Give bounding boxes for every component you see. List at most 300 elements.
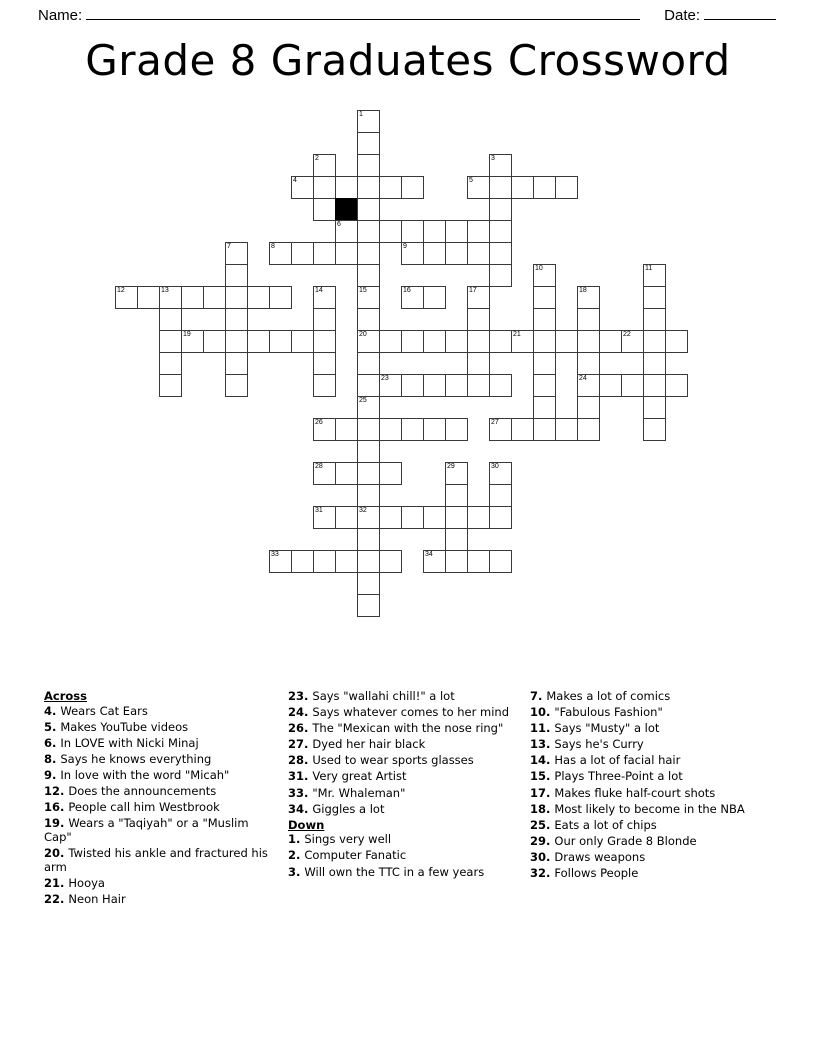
grid-cell[interactable] bbox=[357, 440, 380, 463]
grid-cell[interactable] bbox=[423, 550, 446, 573]
clue-item bbox=[288, 754, 516, 768]
grid-cell[interactable] bbox=[489, 220, 512, 243]
grid-cell[interactable] bbox=[643, 308, 666, 331]
clue-text: Eats a lot of chips bbox=[554, 817, 657, 832]
clues-column-1 bbox=[44, 690, 272, 909]
grid-cell[interactable] bbox=[423, 242, 446, 265]
clue-number: 2. bbox=[288, 848, 305, 863]
grid-cell[interactable] bbox=[577, 418, 600, 441]
grid-cell[interactable] bbox=[335, 176, 358, 199]
grid-cell-number: 16 bbox=[403, 287, 411, 294]
grid-cell[interactable] bbox=[313, 308, 336, 331]
clue-item bbox=[530, 722, 770, 736]
clue-item bbox=[44, 893, 272, 907]
grid-cell[interactable] bbox=[225, 286, 248, 309]
grid-cell-number: 12 bbox=[117, 287, 125, 294]
grid-cell[interactable] bbox=[379, 176, 402, 199]
grid-cell[interactable] bbox=[269, 330, 292, 353]
grid-cell[interactable] bbox=[423, 506, 446, 529]
grid-cell[interactable] bbox=[467, 374, 490, 397]
grid-cell[interactable] bbox=[489, 506, 512, 529]
grid-cell[interactable] bbox=[467, 550, 490, 573]
clues-column-3 bbox=[530, 690, 770, 883]
clue-number: 29. bbox=[530, 833, 555, 848]
grid-cell[interactable] bbox=[181, 330, 204, 353]
grid-cell[interactable] bbox=[357, 286, 380, 309]
clue-item bbox=[530, 754, 770, 768]
grid-cell[interactable] bbox=[577, 396, 600, 419]
grid-cell[interactable] bbox=[533, 330, 556, 353]
grid-cell[interactable] bbox=[313, 176, 336, 199]
clue-number: 21. bbox=[44, 875, 69, 890]
clue-item bbox=[44, 817, 272, 844]
grid-cell[interactable] bbox=[489, 550, 512, 573]
clue-text: Computer Fanatic bbox=[304, 848, 407, 863]
grid-cell[interactable] bbox=[247, 286, 270, 309]
clue-number: 31. bbox=[288, 769, 313, 784]
clue-number: 22. bbox=[44, 891, 69, 906]
grid-cell[interactable] bbox=[401, 506, 424, 529]
grid-cell-number: 4 bbox=[293, 177, 297, 184]
grid-cell[interactable] bbox=[423, 286, 446, 309]
grid-cell-number: 6 bbox=[337, 221, 341, 228]
grid-cell[interactable] bbox=[379, 418, 402, 441]
grid-cell[interactable] bbox=[467, 308, 490, 331]
clue-text: Draws weapons bbox=[554, 849, 646, 864]
clue-text: Makes a lot of comics bbox=[546, 689, 671, 703]
down-heading: Down bbox=[288, 817, 325, 832]
grid-cell[interactable] bbox=[291, 242, 314, 265]
grid-cell[interactable] bbox=[643, 330, 666, 353]
grid-cell[interactable] bbox=[269, 550, 292, 573]
down-clue-list-part1 bbox=[288, 833, 516, 879]
clues-column-2 bbox=[288, 690, 516, 882]
grid-cell[interactable] bbox=[159, 330, 182, 353]
grid-cell[interactable] bbox=[467, 330, 490, 353]
grid-cell[interactable] bbox=[599, 330, 622, 353]
grid-cell[interactable] bbox=[489, 198, 512, 221]
grid-cell[interactable] bbox=[445, 550, 468, 573]
grid-cell[interactable] bbox=[313, 506, 336, 529]
grid-cell[interactable] bbox=[269, 242, 292, 265]
grid-cell[interactable] bbox=[555, 418, 578, 441]
grid-cell-number: 23 bbox=[381, 375, 389, 382]
grid-cell[interactable] bbox=[577, 374, 600, 397]
clue-text: Does the announcements bbox=[68, 784, 217, 799]
date-label: Date: bbox=[664, 7, 700, 24]
grid-cell[interactable] bbox=[489, 176, 512, 199]
clue-item bbox=[288, 738, 516, 752]
grid-cell[interactable] bbox=[203, 330, 226, 353]
grid-cell[interactable] bbox=[137, 286, 160, 309]
clue-number: 20. bbox=[44, 845, 69, 860]
grid-cell[interactable] bbox=[533, 308, 556, 331]
grid-cell[interactable] bbox=[643, 374, 666, 397]
page-title: Grade 8 Graduates Crossword bbox=[85, 36, 731, 85]
grid-cell[interactable] bbox=[511, 418, 534, 441]
across-heading: Across bbox=[44, 689, 87, 703]
grid-cell-number: 1 bbox=[359, 111, 363, 118]
grid-cell-number: 10 bbox=[535, 265, 543, 272]
grid-cell[interactable] bbox=[313, 154, 336, 177]
grid-cell[interactable] bbox=[313, 418, 336, 441]
clue-text: Follows People bbox=[554, 866, 639, 881]
grid-cell[interactable] bbox=[621, 374, 644, 397]
clue-number: 19. bbox=[44, 816, 69, 831]
grid-cell[interactable] bbox=[357, 374, 380, 397]
clue-number: 9. bbox=[44, 767, 61, 782]
grid-cell[interactable] bbox=[533, 352, 556, 375]
clue-text: Wears a "Taqiyah" or a "Muslim Cap" bbox=[44, 816, 249, 844]
grid-cell[interactable] bbox=[379, 550, 402, 573]
grid-cell[interactable] bbox=[379, 220, 402, 243]
grid-cell[interactable] bbox=[357, 110, 380, 133]
clue-number: 25. bbox=[530, 817, 555, 832]
grid-cell[interactable] bbox=[379, 374, 402, 397]
clue-number: 15. bbox=[530, 769, 555, 784]
grid-cell[interactable] bbox=[335, 462, 358, 485]
grid-cell[interactable] bbox=[533, 264, 556, 287]
grid-cell[interactable] bbox=[533, 418, 556, 441]
grid-cell[interactable] bbox=[555, 330, 578, 353]
clue-number: 32. bbox=[530, 866, 555, 881]
clue-item bbox=[44, 737, 272, 751]
clue-number: 33. bbox=[288, 785, 313, 800]
grid-cell[interactable] bbox=[445, 528, 468, 551]
down-clue-list-part2 bbox=[530, 690, 770, 881]
grid-cell[interactable] bbox=[467, 176, 490, 199]
grid-cell[interactable] bbox=[357, 154, 380, 177]
clue-number: 16. bbox=[44, 800, 69, 815]
grid-cell-number: 11 bbox=[645, 265, 653, 272]
grid-cell[interactable] bbox=[313, 242, 336, 265]
grid-cell-number: 18 bbox=[579, 287, 587, 294]
grid-cell-number: 2 bbox=[315, 155, 319, 162]
grid-cell[interactable] bbox=[357, 484, 380, 507]
grid-cell[interactable] bbox=[445, 374, 468, 397]
clue-text: Hooya bbox=[68, 875, 105, 890]
grid-cell[interactable] bbox=[291, 550, 314, 573]
grid-cell[interactable] bbox=[291, 330, 314, 353]
grid-cell[interactable] bbox=[599, 374, 622, 397]
grid-cell[interactable] bbox=[313, 550, 336, 573]
grid-cell[interactable] bbox=[159, 286, 182, 309]
grid-cell[interactable] bbox=[225, 352, 248, 375]
grid-cell-number: 20 bbox=[359, 331, 367, 338]
clue-text: Says he's Curry bbox=[554, 737, 644, 752]
clue-number: 23. bbox=[288, 689, 313, 703]
grid-cell[interactable] bbox=[225, 374, 248, 397]
grid-cell-number: 14 bbox=[315, 287, 323, 294]
clue-item bbox=[44, 877, 272, 891]
grid-cell[interactable] bbox=[533, 286, 556, 309]
grid-cell[interactable] bbox=[357, 330, 380, 353]
grid-cell[interactable] bbox=[489, 154, 512, 177]
grid-cell[interactable] bbox=[291, 176, 314, 199]
grid-cell[interactable] bbox=[357, 396, 380, 419]
name-write-line[interactable] bbox=[86, 6, 640, 20]
crossword-grid-container bbox=[0, 104, 816, 614]
grid-cell[interactable] bbox=[357, 198, 380, 221]
clue-item bbox=[44, 769, 272, 783]
grid-cell[interactable] bbox=[357, 132, 380, 155]
grid-cell-number: 8 bbox=[271, 243, 275, 250]
clue-item bbox=[530, 787, 770, 801]
clue-item bbox=[530, 803, 770, 817]
clue-number: 18. bbox=[530, 801, 555, 816]
clue-item bbox=[288, 866, 516, 880]
grid-cell[interactable] bbox=[401, 374, 424, 397]
clue-number: 4. bbox=[44, 703, 61, 718]
grid-cell[interactable] bbox=[533, 176, 556, 199]
clue-item bbox=[288, 722, 516, 736]
grid-cell[interactable] bbox=[335, 418, 358, 441]
clue-item bbox=[530, 851, 770, 865]
clue-text: Dyed her hair black bbox=[312, 737, 426, 752]
clue-item bbox=[288, 833, 516, 847]
grid-cell[interactable] bbox=[357, 550, 380, 573]
grid-cell[interactable] bbox=[313, 352, 336, 375]
grid-cell[interactable] bbox=[401, 330, 424, 353]
grid-cell[interactable] bbox=[159, 308, 182, 331]
clue-text: Sings very well bbox=[304, 832, 392, 847]
grid-cell[interactable] bbox=[423, 374, 446, 397]
grid-cell[interactable] bbox=[643, 418, 666, 441]
grid-cell[interactable] bbox=[577, 330, 600, 353]
clue-text: Says he knows everything bbox=[60, 751, 212, 766]
clue-text: Wears Cat Ears bbox=[60, 703, 148, 718]
grid-cell[interactable] bbox=[445, 506, 468, 529]
grid-cell[interactable] bbox=[489, 462, 512, 485]
grid-cell[interactable] bbox=[665, 374, 688, 397]
grid-cell[interactable] bbox=[357, 572, 380, 595]
grid-cell-number: 3 bbox=[491, 155, 495, 162]
clue-item bbox=[44, 705, 272, 719]
clue-text: Makes fluke half-court shots bbox=[554, 785, 716, 800]
grid-cell[interactable] bbox=[357, 528, 380, 551]
grid-cell[interactable] bbox=[357, 264, 380, 287]
clue-item bbox=[288, 803, 516, 817]
date-write-line[interactable] bbox=[704, 6, 776, 20]
grid-cell[interactable] bbox=[159, 352, 182, 375]
grid-cell[interactable] bbox=[357, 594, 380, 617]
clue-text: Our only Grade 8 Blonde bbox=[554, 833, 697, 848]
grid-cell-number: 21 bbox=[513, 331, 521, 338]
grid-cell[interactable] bbox=[467, 352, 490, 375]
grid-cell[interactable] bbox=[401, 286, 424, 309]
grid-cell-number: 34 bbox=[425, 551, 433, 558]
clue-number: 28. bbox=[288, 753, 313, 768]
grid-cell[interactable] bbox=[467, 242, 490, 265]
clue-number: 17. bbox=[530, 785, 555, 800]
grid-cell[interactable] bbox=[335, 220, 358, 243]
clue-number: 1. bbox=[288, 832, 305, 847]
grid-cell[interactable] bbox=[643, 352, 666, 375]
clue-text: Says "Musty" a lot bbox=[554, 721, 660, 736]
clue-number: 34. bbox=[288, 801, 313, 816]
grid-cell[interactable] bbox=[357, 506, 380, 529]
grid-cell[interactable] bbox=[357, 352, 380, 375]
grid-cell-number: 28 bbox=[315, 463, 323, 470]
grid-cell[interactable] bbox=[643, 264, 666, 287]
clue-item bbox=[530, 835, 770, 849]
grid-cell-number: 30 bbox=[491, 463, 499, 470]
grid-cell[interactable] bbox=[445, 220, 468, 243]
clue-text: Says "wallahi chill!" a lot bbox=[312, 689, 455, 703]
grid-cell[interactable] bbox=[489, 418, 512, 441]
grid-cell[interactable] bbox=[313, 374, 336, 397]
clue-number: 14. bbox=[530, 753, 555, 768]
clue-number: 24. bbox=[288, 705, 313, 720]
clue-item bbox=[288, 849, 516, 863]
grid-cell[interactable] bbox=[401, 220, 424, 243]
clue-number: 7. bbox=[530, 689, 547, 703]
grid-cell-number: 7 bbox=[227, 243, 231, 250]
clue-item bbox=[44, 721, 272, 735]
grid-cell[interactable] bbox=[445, 242, 468, 265]
grid-cell[interactable] bbox=[643, 286, 666, 309]
grid-cell-number: 22 bbox=[623, 331, 631, 338]
grid-cell[interactable] bbox=[643, 396, 666, 419]
grid-cell[interactable] bbox=[159, 374, 182, 397]
clue-text: Most likely to become in the NBA bbox=[554, 801, 745, 816]
grid-cell[interactable] bbox=[423, 220, 446, 243]
clue-text: The "Mexican with the nose ring" bbox=[312, 721, 504, 736]
grid-cell-number: 27 bbox=[491, 419, 499, 426]
grid-cell[interactable] bbox=[269, 286, 292, 309]
clue-item bbox=[530, 738, 770, 752]
grid-cell[interactable] bbox=[313, 462, 336, 485]
grid-cell[interactable] bbox=[467, 286, 490, 309]
grid-cell[interactable] bbox=[511, 176, 534, 199]
grid-cell[interactable] bbox=[423, 418, 446, 441]
clue-number: 11. bbox=[530, 721, 555, 736]
grid-cell[interactable] bbox=[313, 198, 336, 221]
grid-cell[interactable] bbox=[467, 506, 490, 529]
clues-section bbox=[0, 690, 816, 990]
grid-cell[interactable] bbox=[467, 220, 490, 243]
grid-cell[interactable] bbox=[401, 176, 424, 199]
grid-cell[interactable] bbox=[181, 286, 204, 309]
clue-text: "Fabulous Fashion" bbox=[554, 705, 663, 720]
grid-cell[interactable] bbox=[379, 462, 402, 485]
grid-cell-number: 5 bbox=[469, 177, 473, 184]
grid-cell[interactable] bbox=[379, 330, 402, 353]
grid-cell[interactable] bbox=[489, 242, 512, 265]
grid-cell[interactable] bbox=[577, 308, 600, 331]
grid-cell[interactable] bbox=[445, 484, 468, 507]
grid-cell[interactable] bbox=[555, 176, 578, 199]
clue-number: 10. bbox=[530, 705, 555, 720]
grid-cell[interactable] bbox=[203, 286, 226, 309]
grid-cell-number: 24 bbox=[579, 375, 587, 382]
clue-number: 30. bbox=[530, 849, 555, 864]
clue-item bbox=[44, 847, 272, 874]
grid-cell-number: 19 bbox=[183, 331, 191, 338]
grid-cell[interactable] bbox=[225, 330, 248, 353]
clue-item bbox=[530, 819, 770, 833]
grid-cell[interactable] bbox=[489, 484, 512, 507]
grid-cell[interactable] bbox=[357, 462, 380, 485]
grid-cell-number: 31 bbox=[315, 507, 323, 514]
clue-text: In love with the word "Micah" bbox=[60, 767, 230, 782]
clue-item bbox=[44, 801, 272, 815]
grid-cell[interactable] bbox=[357, 220, 380, 243]
grid-cell[interactable] bbox=[445, 330, 468, 353]
grid-cell[interactable] bbox=[225, 242, 248, 265]
clue-text: "Mr. Whaleman" bbox=[312, 785, 406, 800]
clue-item bbox=[288, 770, 516, 784]
grid-cell[interactable] bbox=[357, 176, 380, 199]
clue-number: 8. bbox=[44, 751, 61, 766]
grid-cell[interactable] bbox=[313, 330, 336, 353]
grid-cell[interactable] bbox=[357, 242, 380, 265]
grid-cell[interactable] bbox=[445, 418, 468, 441]
grid-cell[interactable] bbox=[445, 462, 468, 485]
grid-cell[interactable] bbox=[115, 286, 138, 309]
grid-cell-number: 26 bbox=[315, 419, 323, 426]
grid-cell[interactable] bbox=[335, 242, 358, 265]
clue-text: Will own the TTC in a few years bbox=[304, 864, 485, 879]
grid-cell[interactable] bbox=[489, 374, 512, 397]
grid-cell[interactable] bbox=[313, 286, 336, 309]
grid-cell[interactable] bbox=[511, 330, 534, 353]
grid-cell-number: 13 bbox=[161, 287, 169, 294]
grid-cell[interactable] bbox=[489, 264, 512, 287]
clue-number: 6. bbox=[44, 735, 61, 750]
clue-text: Has a lot of facial hair bbox=[554, 753, 681, 768]
clue-item bbox=[44, 785, 272, 799]
name-date-row bbox=[0, 0, 816, 30]
grid-cell[interactable] bbox=[533, 374, 556, 397]
clue-item bbox=[530, 770, 770, 784]
grid-cell[interactable] bbox=[401, 418, 424, 441]
grid-cell[interactable] bbox=[665, 330, 688, 353]
grid-cell-number: 9 bbox=[403, 243, 407, 250]
grid-cell-number: 32 bbox=[359, 507, 367, 514]
grid-cell-number: 15 bbox=[359, 287, 367, 294]
grid-cell[interactable] bbox=[423, 330, 446, 353]
clue-number: 5. bbox=[44, 719, 61, 734]
grid-cell[interactable] bbox=[335, 550, 358, 573]
clue-text: Makes YouTube videos bbox=[60, 719, 189, 734]
grid-cell[interactable] bbox=[357, 418, 380, 441]
grid-cell[interactable] bbox=[401, 242, 424, 265]
clue-item bbox=[288, 690, 516, 704]
grid-cell[interactable] bbox=[489, 330, 512, 353]
clue-text: Giggles a lot bbox=[312, 801, 385, 816]
grid-cell[interactable] bbox=[225, 308, 248, 331]
clue-number: 13. bbox=[530, 737, 555, 752]
grid-cell[interactable] bbox=[533, 396, 556, 419]
grid-cell[interactable] bbox=[357, 308, 380, 331]
grid-cell[interactable] bbox=[247, 330, 270, 353]
clue-item bbox=[530, 706, 770, 720]
grid-cell[interactable] bbox=[577, 286, 600, 309]
across-clue-list-part2 bbox=[288, 690, 516, 816]
clue-number: 12. bbox=[44, 784, 69, 799]
grid-cell[interactable] bbox=[379, 506, 402, 529]
grid-cell[interactable] bbox=[225, 264, 248, 287]
name-label: Name: bbox=[38, 7, 83, 24]
grid-cell[interactable] bbox=[577, 352, 600, 375]
grid-cell[interactable] bbox=[335, 506, 358, 529]
crossword-grid[interactable] bbox=[115, 110, 713, 593]
clue-text: In LOVE with Nicki Minaj bbox=[60, 735, 199, 750]
clue-item bbox=[530, 690, 770, 704]
grid-cell[interactable] bbox=[621, 330, 644, 353]
across-clue-list-part1 bbox=[44, 705, 272, 907]
